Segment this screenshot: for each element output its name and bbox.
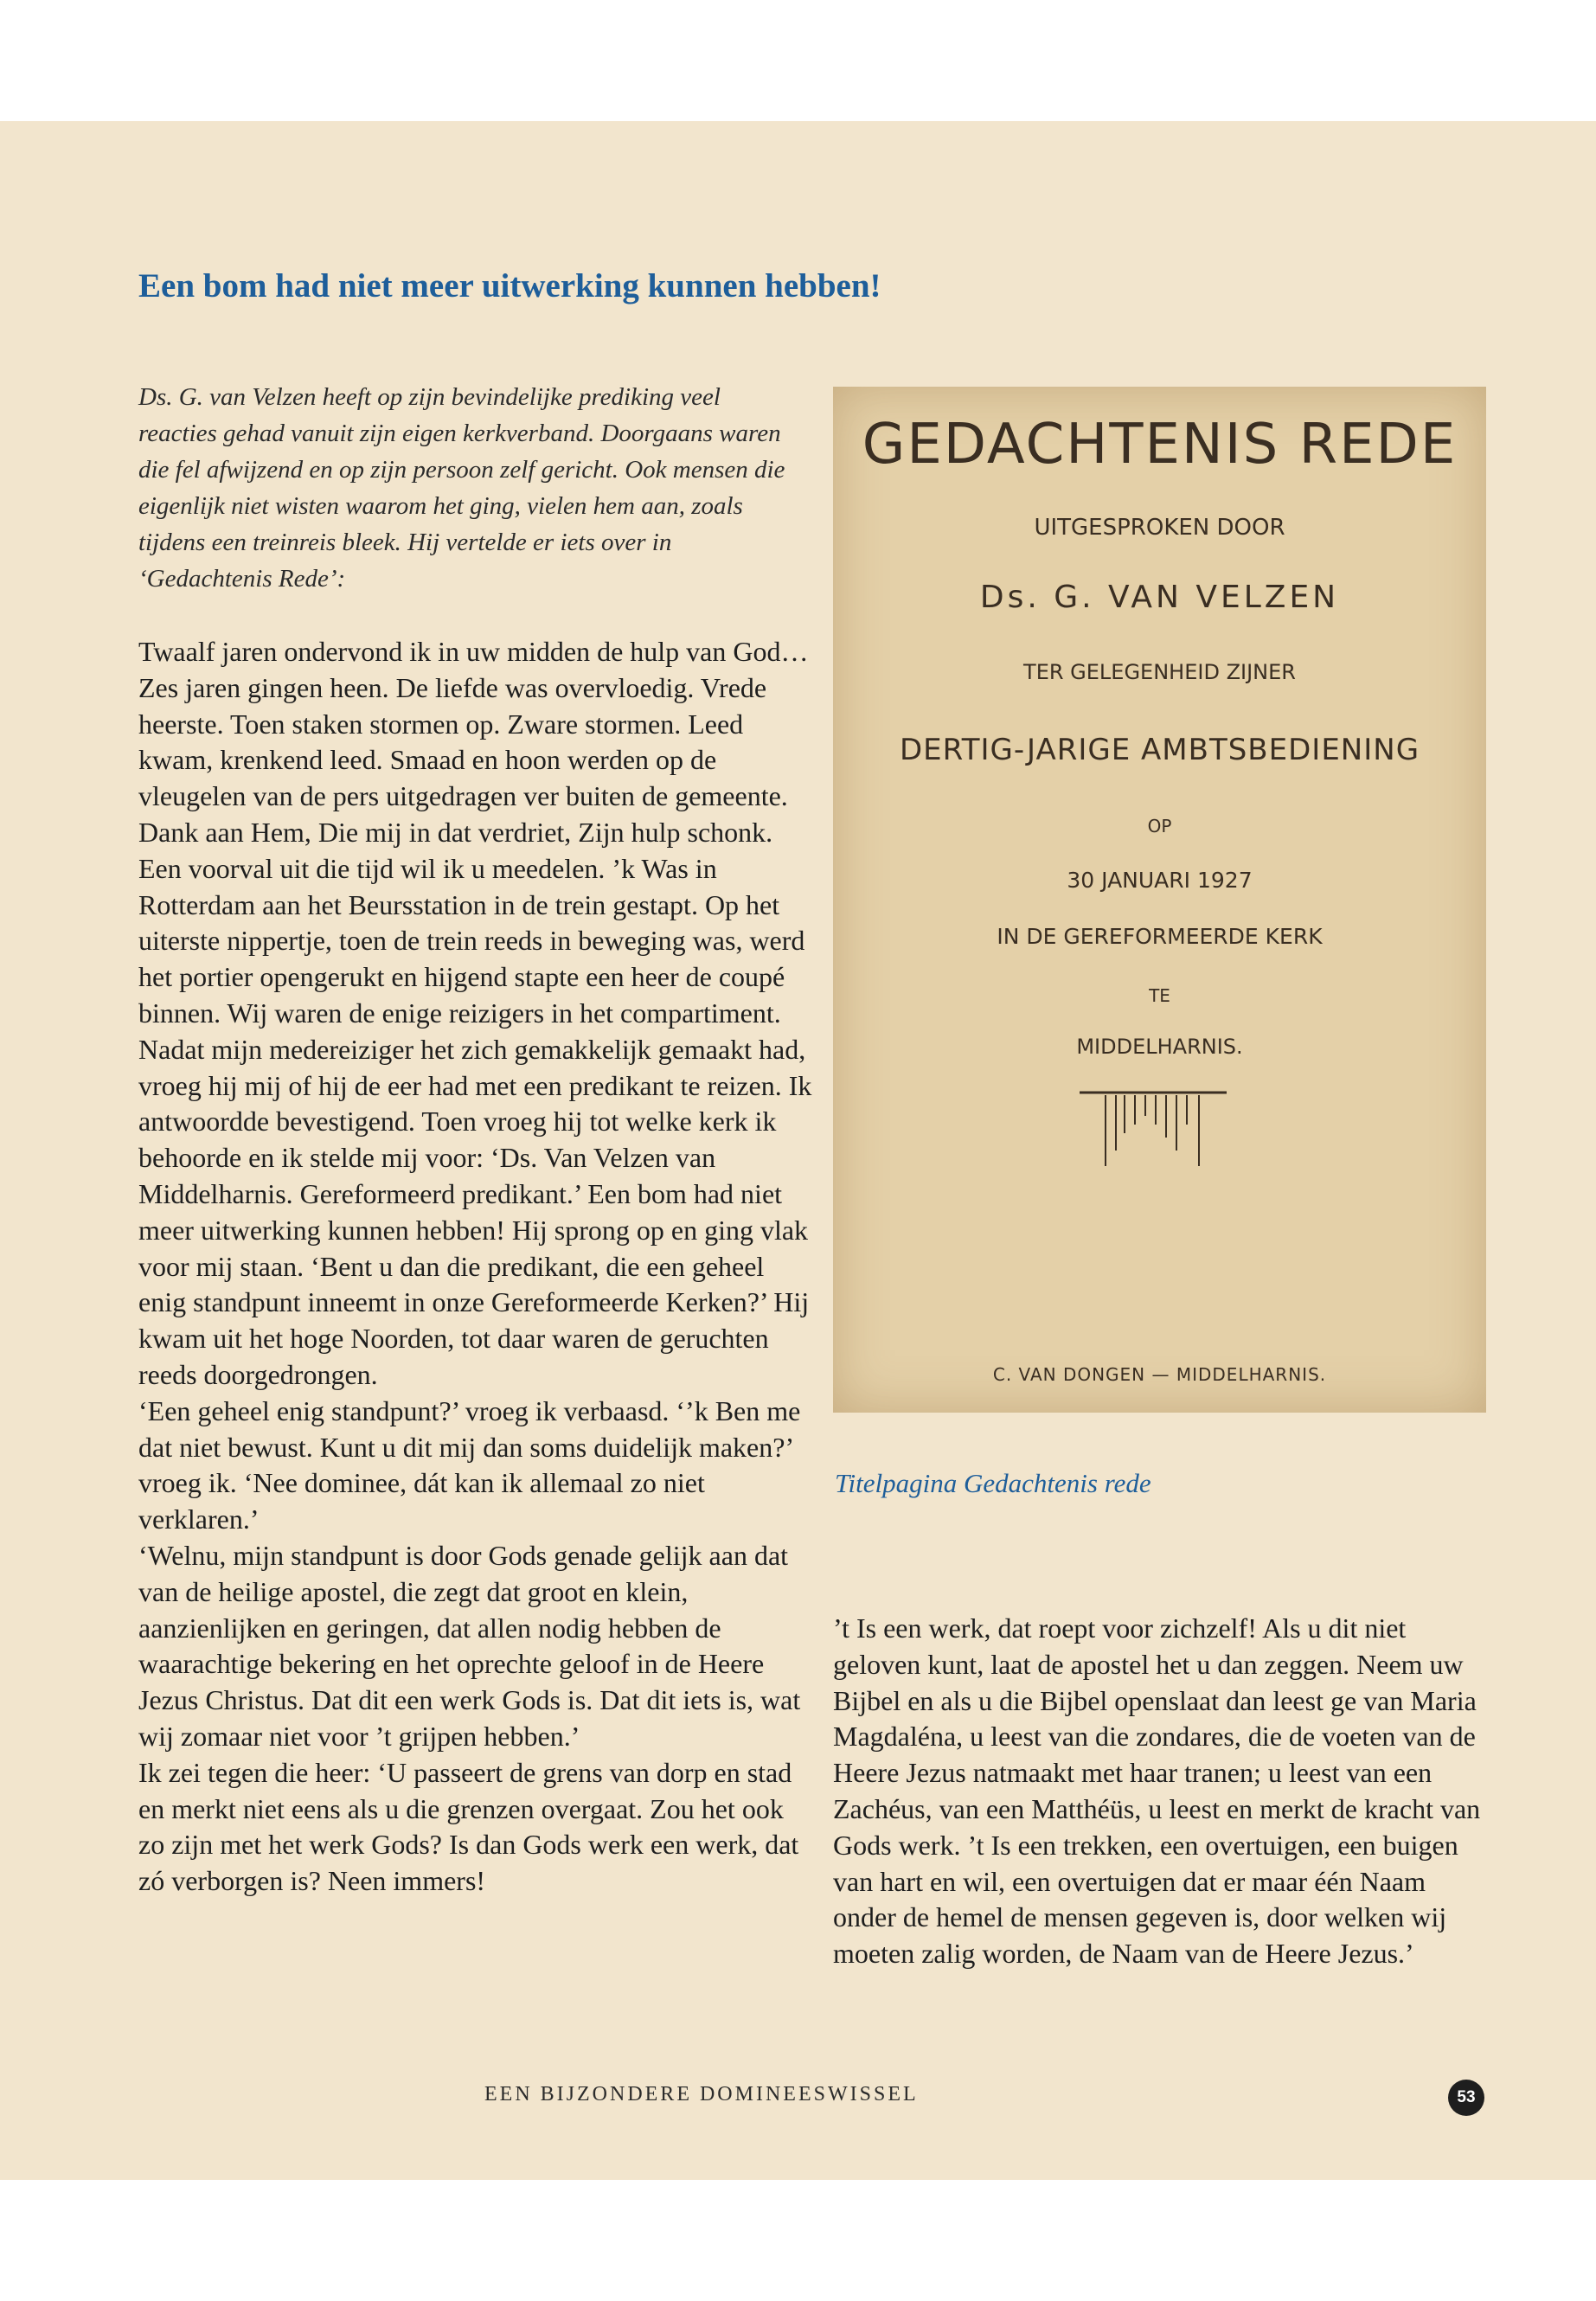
body-paragraph: ‘Welnu, mijn standpunt is door Gods genade gelijk aan dat van de heilige apostel, die zegt dat groot en klein, aanzienlijken en geringen, dat allen nodig hebben de waarachtige bekering en het oprechte geloof in de Heere Jezus Christus. Dat dit een werk Gods is. Dat dit iets is, wat wij zomaar niet voor ’t grijpen hebben.’ [138,1539,801,1752]
image-caption: Titelpagina Gedachtenis rede [835,1468,1151,1498]
cover-event: DERTIG-JARIGE AMBTSBEDIENING [899,733,1420,767]
page-number-badge: 53 [1448,2080,1484,2116]
body-paragraph: ’t Is een werk, dat roept voor zichzelf! Als u dit niet geloven kunt, laat de apostel het u dan zeggen. Neem uw Bijbel en als u die Bijbel openslaat dan leest ge van Maria Magdaléna, u leest van die zondares, die de voeten van de Heere Jezus natmaakt met haar tranen; u leest van een Zachéus, van een Matthéüs, u leest en merkt de kracht van Gods werk. ’t Is een trekken, een overtuigen, een buigen van hart en wil, een overtuigen dat er maar één Naam onder de hemel de mensen gegeven is, door welken wij moeten zalig worden, de Naam van de Heere Jezus.’ [833,1612,1481,1970]
cover-church: IN DE GEREFORMEERDE KERK [997,924,1323,949]
book-cover-image [833,387,1486,1413]
cover-date: 30 JANUARI 1927 [1067,868,1253,893]
cover-place: MIDDELHARNIS. [1076,1035,1243,1059]
body-paragraph: Ik zei tegen die heer: ‘U passeert de grens van dorp en stad en merkt niet eens als u die grenzen overgaat. Zou het ook zo zijn met het werk Gods? Is dan Gods werk een werk, dat zó verborgen is? Neen immers! [138,1756,799,1897]
cover-title: GEDACHTENIS REDE [862,413,1458,477]
right-column [833,1611,1490,1972]
body-paragraph: Twaalf jaren ondervond ik in uw midden de hulp van God… Zes jaren gingen heen. De liefde was overvloedig. Vrede heerste. Toen staken stormen op. Zware stormen. Leed kwam, krenkend leed. Smaad en hoon werden op de vleugelen van de pers uitgedragen ver buiten de gemeente. Dank aan Hem, Die mij in dat verdriet, Zijn hulp schonk. [138,636,809,848]
intro-paragraph: Ds. G. van Velzen heeft op zijn bevindelijke prediking veel reacties gehad vanuit zijn eigen kerkverband. Doorgaans waren die fel afwijzend en op zijn persoon zelf gericht. Ook mensen die eigenlijk niet wisten waarom het ging, vielen hem aan, zoals tijdens een treinreis bleek. Hij vertelde er iets over in ‘Gedachtenis Rede’: [138,383,785,593]
cover-op: OP [1147,816,1172,836]
cover-occasion: TER GELEGENHEID ZIJNER [1023,660,1296,684]
body-paragraph: Een voorval uit die tijd wil ik u meedelen. ’k Was in Rotterdam aan het Beursstation in de trein gestapt. Op het uiterste nippertje, toen de trein reeds in beweging was, werd het portier opengerukt en hijgend stapte een heer de coupé binnen. Wij waren de enige reizigers in het compartiment. Nadat mijn medereiziger het zich gemakkelijk gemaakt had, vroeg hij mij of hij de eer had met een predikant te reizen. Ik antwoordde bevestigend. Toen vroeg hij tot welke kerk ik behoorde en ik stelde mij voor: ‘Ds. Van Velzen van Middelharnis. Gereformeerd predikant.’ Een bom had niet meer uitwerking kunnen hebben! Hij sprong op en ging vlak voor mij staan. ‘Bent u dan die predikant, die een geheel enig standpunt inneemt in onze Gereformeerde Kerken?’ Hij kwam uit het hoge Noorden, tot daar waren de geruchten reeds doorgedrongen. [138,852,812,1390]
cover-printer: C. VAN DONGEN — MIDDELHARNIS. [992,1364,1327,1385]
running-footer: EEN BIJZONDERE DOMINEESWISSEL [484,2083,919,2106]
body-paragraph: ‘Een geheel enig standpunt?’ vroeg ik verbaasd. ‘’k Ben me dat niet bewust. Kunt u dit mij dan soms duidelijk maken?’ vroeg ik. ‘Nee dominee, dát kan ik allemaal zo niet verklaren.’ [138,1394,801,1535]
article-heading: Een bom had niet meer uitwerking kunnen hebben! [138,267,881,304]
left-column [138,634,813,1900]
cover-author: Ds. G. VAN VELZEN [979,580,1340,615]
cover-subtitle: UITGESPROKEN DOOR [1034,515,1285,541]
cover-te: TE [1149,985,1170,1006]
ornament-icon [1080,1090,1227,1168]
